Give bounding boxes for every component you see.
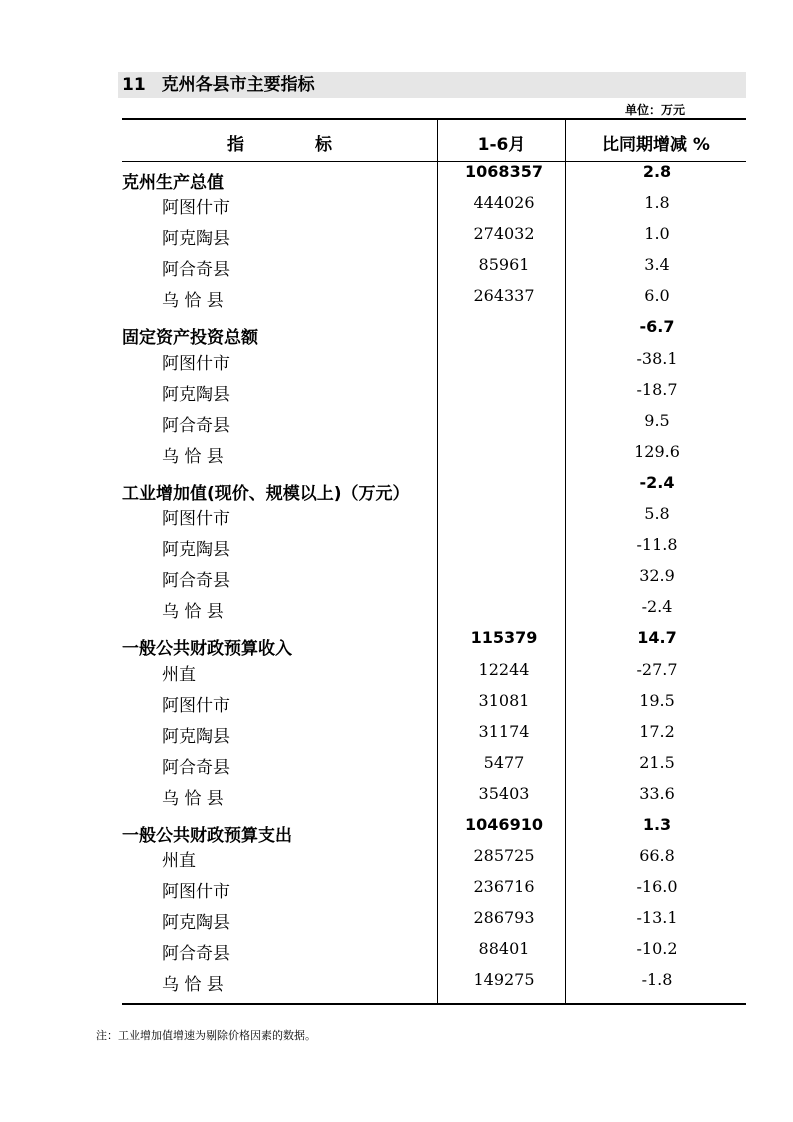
row-value: 31081 (478, 690, 530, 710)
row-name: 阿图什市 (162, 882, 230, 903)
row-name: 阿图什市 (162, 695, 230, 716)
row-value: 1068357 (465, 162, 543, 181)
row-name: 工业增加值(现价、规模以上)（万元） (122, 483, 410, 504)
row-value: 35403 (478, 783, 530, 803)
row-name: 一般公共财政预算支出 (122, 825, 292, 846)
row-change: 6.0 (644, 286, 670, 306)
row-change: 2.8 (642, 162, 672, 181)
row-change: -2.4 (639, 472, 675, 492)
row-name: 乌 恰 县 (162, 446, 224, 467)
row-value: 5477 (483, 752, 525, 772)
row-change: 19.5 (639, 690, 675, 710)
row-name: 阿克陶县 (162, 384, 230, 405)
row-change: 33.6 (639, 783, 675, 803)
row-change: 1.3 (642, 814, 672, 834)
row-change: -18.7 (636, 379, 678, 399)
unit-label: 单位：万元 (624, 103, 685, 117)
row-change: -27.7 (636, 659, 678, 679)
row-value: 286793 (473, 908, 535, 928)
row-name: 阿合奇县 (162, 415, 230, 436)
row-name: 阿克陶县 (162, 913, 230, 934)
row-change: 17.2 (639, 721, 675, 741)
row-value: 264337 (473, 286, 535, 306)
row-name: 阿克陶县 (162, 726, 230, 747)
bottom-rule (122, 1003, 746, 1005)
row-name: 州直 (162, 851, 196, 872)
row-value: 274032 (473, 224, 535, 244)
row-change: 129.6 (634, 441, 680, 461)
row-change: -2.4 (641, 597, 673, 617)
row-change: 32.9 (639, 566, 675, 586)
row-change: -13.1 (636, 908, 678, 928)
row-change: -1.8 (641, 970, 673, 990)
header-change: 比同期增减 % (602, 135, 710, 155)
row-name: 乌 恰 县 (162, 291, 224, 312)
row-change: -38.1 (636, 348, 678, 368)
row-value: 31174 (478, 721, 530, 741)
row-name: 阿图什市 (162, 198, 230, 219)
row-change: -6.7 (639, 317, 675, 337)
table-body (122, 162, 746, 1002)
footnote: 注：工业增加值增速为剔除价格因素的数据。 (96, 1029, 316, 1042)
table-row (122, 970, 746, 1001)
row-name: 阿合奇县 (162, 260, 230, 281)
row-value: 115379 (470, 628, 538, 648)
row-name: 固定资产投资总额 (122, 328, 258, 349)
row-name: 阿克陶县 (162, 540, 230, 561)
header-period: 1-6月 (477, 135, 526, 155)
row-name: 一般公共财政预算收入 (122, 639, 292, 660)
table-number: 11 (122, 75, 146, 95)
row-name: 克州生产总值 (122, 173, 224, 193)
row-change: 5.8 (644, 504, 670, 524)
row-change: 21.5 (639, 752, 675, 772)
row-name: 阿图什市 (162, 509, 230, 530)
row-name: 阿合奇县 (162, 757, 230, 778)
row-change: 1.8 (644, 193, 670, 213)
row-name: 阿合奇县 (162, 944, 230, 965)
row-value: 85961 (478, 255, 530, 275)
row-change: 66.8 (639, 846, 675, 866)
table-title-bar (118, 72, 746, 98)
row-name: 乌 恰 县 (162, 788, 224, 809)
row-name: 州直 (162, 664, 196, 685)
row-value: 444026 (473, 193, 535, 213)
row-change: -11.8 (636, 535, 678, 555)
table-title: 克州各县市主要指标 (161, 75, 315, 95)
row-change: 9.5 (644, 410, 670, 430)
row-name: 阿合奇县 (162, 571, 230, 592)
row-name: 阿克陶县 (162, 229, 230, 250)
row-value: 1046910 (465, 814, 543, 834)
row-value: 88401 (478, 939, 530, 959)
row-name: 乌 恰 县 (162, 975, 224, 996)
header-indicator: 指 标 (226, 135, 333, 155)
row-change: 3.4 (644, 255, 670, 275)
row-value: 236716 (473, 877, 535, 897)
row-name: 乌 恰 县 (162, 602, 224, 623)
row-value: 149275 (473, 970, 535, 990)
row-change: -10.2 (636, 939, 678, 959)
row-name: 阿图什市 (162, 353, 230, 374)
row-value: 12244 (478, 659, 530, 679)
top-rule (122, 118, 746, 120)
row-change: -16.0 (636, 877, 678, 897)
row-value: 285725 (473, 846, 535, 866)
row-change: 1.0 (644, 224, 670, 244)
row-change: 14.7 (637, 628, 677, 648)
